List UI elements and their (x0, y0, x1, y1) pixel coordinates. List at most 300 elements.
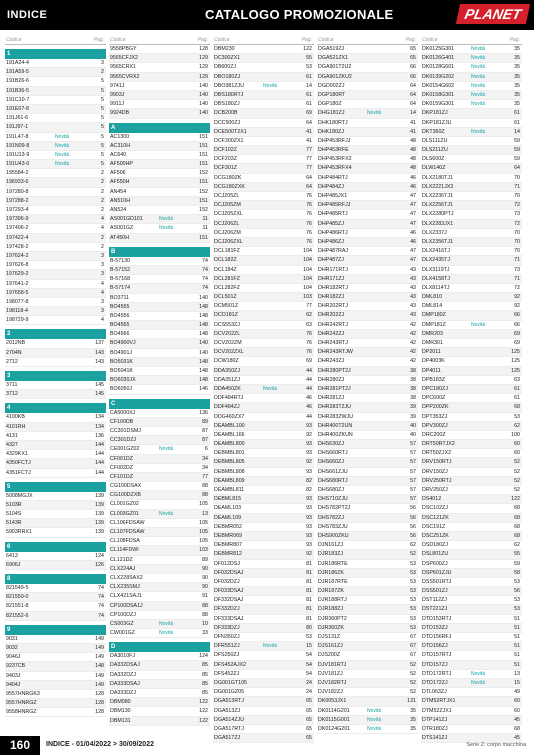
index-row (421, 541, 522, 550)
index-row (5, 708, 106, 717)
index-row (213, 367, 314, 376)
page-ref: 56 (410, 532, 416, 539)
product-code: DTM52ZJX1 (422, 707, 452, 714)
index-row (317, 256, 418, 265)
index-row (5, 87, 106, 96)
new-badge: Novità (55, 161, 70, 168)
product-code: CC301DSMJ (110, 427, 141, 434)
product-code: 4350FCTJ (6, 460, 31, 467)
index-row (317, 532, 418, 541)
page-ref: 80 (306, 624, 312, 631)
index-row (213, 523, 314, 532)
page-ref: 45 (514, 716, 520, 723)
page-ref: 152 (199, 207, 208, 213)
page-ref: 52 (410, 670, 416, 677)
index-row (421, 63, 522, 72)
index-row (317, 413, 418, 422)
product-code: DCW180Z (214, 358, 239, 365)
product-code: DHS680ZJ (318, 487, 344, 493)
product-code: DHP487RAJ (318, 248, 349, 255)
index-row (213, 54, 314, 63)
page-ref: 81 (306, 560, 312, 567)
product-code: DTD156RFJ (422, 634, 452, 640)
page-ref: 46 (410, 183, 416, 190)
page-ref: 10 (202, 620, 208, 627)
product-code: DF033DSAJ (214, 588, 244, 595)
product-code: CLX224AJ (110, 565, 136, 572)
product-code: DLX2416TJ (422, 248, 450, 255)
page-ref: 63 (306, 321, 312, 328)
page-ref: 42 (410, 349, 416, 356)
page-ref: 76 (306, 340, 312, 346)
index-row (213, 449, 314, 458)
column-header-page: Pag. (301, 37, 312, 43)
index-row (317, 725, 418, 734)
page-ref: 148 (199, 312, 208, 319)
page-ref: 105 (199, 538, 208, 545)
product-code: DRV250ZJ (422, 487, 448, 493)
product-code: DCG180ZK (214, 174, 242, 181)
product-code: DP2011 (422, 349, 441, 356)
index-row (5, 492, 106, 501)
new-badge: Novità (471, 670, 486, 677)
index-row (317, 403, 418, 412)
product-code: CL106FDSAW (110, 519, 145, 526)
product-code: DFS452AJX2 (214, 661, 247, 668)
page-ref: 44 (306, 376, 312, 383)
index-row (109, 661, 210, 670)
index-row (5, 612, 106, 621)
index-row (213, 183, 314, 192)
index-row (5, 635, 106, 644)
product-code: DHP485RTJ (318, 211, 348, 218)
page-ref: 53 (410, 624, 416, 631)
product-code: DFR551ZJ (214, 643, 240, 650)
index-row (317, 302, 418, 311)
index-row (421, 495, 522, 504)
index-row (317, 275, 418, 284)
index-row (421, 560, 522, 569)
page-ref: 148 (199, 322, 208, 329)
product-code: DKT360Z (422, 128, 445, 135)
product-code: DEBMR069 (214, 532, 242, 539)
page-ref: 65 (306, 735, 312, 742)
product-code: 9924DB (110, 110, 130, 117)
page-ref: 46 (306, 395, 312, 402)
product-code: DEAMBL809 (214, 477, 245, 484)
page-ref: 47 (410, 248, 416, 255)
page-ref: 11 (202, 225, 208, 232)
index-row (5, 59, 106, 68)
product-code: DJS131Z (318, 634, 341, 640)
new-badge: Novità (471, 64, 486, 71)
product-code: CF101DZ (110, 473, 133, 480)
product-code: BO4555 (110, 303, 130, 310)
page-ref: 5 (101, 151, 104, 158)
page-ref: 35 (514, 46, 520, 52)
index-row (213, 661, 314, 670)
index-row (421, 477, 522, 486)
page-ref: 64 (306, 183, 312, 190)
index-row (109, 206, 210, 215)
index-row (421, 707, 522, 716)
index-column (5, 33, 106, 717)
page-ref: 66 (410, 73, 416, 80)
index-row (213, 413, 314, 422)
page-ref: 4 (101, 280, 104, 287)
index-row (421, 605, 522, 614)
page-ref: 56 (410, 505, 416, 512)
page-ref: 151 (199, 133, 208, 140)
column-header-page: Pag. (197, 37, 208, 43)
page-ref: 5 (101, 96, 104, 103)
index-row (421, 183, 522, 192)
product-code: DCV202ZXL (214, 349, 244, 356)
product-code: DCF300ZX1 (214, 137, 244, 144)
page-ref: 92 (306, 551, 312, 558)
index-row (317, 164, 418, 173)
section-header: 8 (5, 574, 106, 584)
product-code: DK0158G301 (422, 91, 455, 98)
section-header: 1 (5, 49, 106, 59)
page-ref: 68 (514, 514, 520, 521)
product-code: 3712 (6, 391, 18, 398)
product-code: DEAML103 (214, 505, 242, 512)
product-code: DEBMBL801 (214, 450, 245, 457)
index-row (421, 385, 522, 394)
index-row (213, 109, 314, 118)
page-ref: 143 (95, 349, 104, 356)
index-row (109, 151, 210, 160)
page-ref: 5 (101, 142, 104, 149)
product-code: DGP180RT (318, 91, 346, 98)
new-badge: Novità (367, 716, 382, 723)
page-ref: 60 (514, 707, 520, 714)
page-ref: 64 (410, 82, 416, 89)
product-code: DF333DSAJ (214, 615, 244, 622)
page-ref: 62 (306, 312, 312, 319)
product-code: 9032 (6, 644, 18, 651)
index-row (5, 252, 106, 261)
product-code: DHS782PT2J (318, 505, 351, 512)
page-ref: 140 (199, 294, 208, 301)
product-code: CE001GZ02 (110, 446, 140, 453)
index-row (213, 688, 314, 697)
index-row (317, 128, 418, 137)
page-ref: 69 (514, 330, 520, 337)
product-code: DGA514ZJU (214, 716, 245, 723)
index-row (317, 330, 418, 339)
product-code: DCL181FZ (214, 248, 240, 255)
page-ref: 85 (202, 690, 208, 696)
index-row (317, 155, 418, 164)
page-ref: 136 (95, 432, 104, 439)
page-ref: 136 (199, 409, 208, 416)
page-ref: 5 (101, 105, 104, 112)
index-row (213, 468, 314, 477)
index-row (109, 491, 210, 500)
product-code: DEBMBL808 (214, 468, 245, 475)
product-code: DJR187ZK (318, 588, 344, 595)
page-ref: 59 (514, 560, 520, 567)
page-ref: 152 (199, 170, 208, 177)
index-row (317, 82, 418, 91)
index-row (317, 569, 418, 578)
product-code: DFS452ZJ (214, 670, 240, 677)
index-row (421, 284, 522, 293)
index-row (109, 671, 210, 680)
product-code: DHR280ZJ (318, 376, 345, 383)
page-ref: 51 (514, 643, 520, 650)
product-code: DDF484RTJ (214, 395, 244, 402)
page-ref: 92 (306, 431, 312, 438)
index-row (109, 330, 210, 339)
page-ref: 52 (514, 459, 520, 466)
index-row (109, 275, 210, 284)
product-code: DCF203Z (214, 156, 237, 163)
index-row (213, 587, 314, 596)
index-row (213, 633, 314, 642)
page-ref: 59 (514, 137, 520, 144)
index-column (109, 33, 210, 726)
index-row (109, 464, 210, 473)
page-ref: 72 (514, 284, 520, 291)
index-row (109, 45, 210, 54)
product-code: DJV181ZJ (318, 670, 343, 677)
index-row (317, 587, 418, 596)
index-row (213, 596, 314, 605)
index-row (317, 422, 418, 431)
index-row (5, 243, 106, 252)
index-row (213, 624, 314, 633)
new-badge: Novità (471, 55, 486, 62)
product-code: DG001GZ05 (214, 689, 245, 696)
index-row (5, 339, 106, 348)
product-code: DTR180ZJ (422, 725, 448, 732)
page-ref: 44 (306, 385, 312, 392)
product-code: BO4901J (110, 349, 133, 356)
product-code: DA3010FJ (110, 653, 136, 660)
index-row (317, 449, 418, 458)
new-badge: Novità (159, 630, 174, 637)
index-row (5, 133, 106, 142)
page-ref: 148 (199, 331, 208, 338)
index-row (317, 183, 418, 192)
product-code: 191J61-6 (6, 115, 29, 122)
product-code: DLX2280PTJ (422, 211, 454, 218)
product-code: DFN350ZJ (214, 634, 240, 640)
product-code: DMP181Z (422, 321, 446, 328)
page-ref: 57 (410, 450, 416, 457)
product-code: DCJ205ZM (214, 202, 241, 209)
product-code: DTD157RTJ (422, 652, 452, 659)
product-code: DHR202ZJ (318, 312, 345, 319)
product-code: 197406-2 (6, 225, 29, 232)
index-row (421, 394, 522, 403)
index-row (213, 119, 314, 128)
product-code: 4101RH (6, 423, 26, 430)
index-row (5, 96, 106, 105)
index-row (213, 311, 314, 320)
product-code: DJV182ZJ (318, 689, 343, 696)
product-code: DSS501RTJ (422, 578, 452, 585)
product-code: DBM080 (110, 699, 131, 706)
index-row (421, 311, 522, 320)
index-row (317, 670, 418, 679)
index-row (109, 537, 210, 546)
product-code: DCM501Z (214, 303, 239, 310)
index-row (5, 105, 106, 114)
page-ref: 65 (410, 46, 416, 52)
page-ref: 52 (514, 477, 520, 484)
product-code: 191N09-8 (6, 142, 30, 149)
product-code: DK0053JX1 (318, 698, 347, 705)
product-code: DHR182ZJ (318, 294, 345, 301)
product-code: DRV250RTJ (422, 477, 452, 484)
index-row (421, 109, 522, 118)
page-ref: 93 (306, 505, 312, 512)
index-row (213, 284, 314, 293)
index-row (5, 142, 106, 151)
page-ref: 48 (410, 137, 416, 144)
index-row (421, 357, 522, 366)
index-row (213, 394, 314, 403)
page-ref: 47 (410, 193, 416, 199)
page-ref: 103 (199, 547, 208, 554)
index-row (317, 376, 418, 385)
page-ref: 70 (514, 193, 520, 199)
index-row (421, 449, 522, 458)
index-row (317, 642, 418, 651)
product-code: DBS180RTJ (214, 91, 244, 98)
page-ref: 35 (514, 82, 520, 89)
product-code: DDA350ZJ (214, 367, 240, 374)
page-ref: 72 (514, 202, 520, 209)
page-ref: 134 (95, 414, 104, 421)
product-code: DRC200Z (422, 431, 446, 438)
index-row (317, 486, 418, 495)
page-ref: 65 (306, 698, 312, 705)
page-ref: 89 (202, 418, 208, 425)
product-code: AN454 (110, 188, 127, 195)
page-ref: 59 (514, 147, 520, 154)
index-row (5, 584, 106, 593)
page-ref: 129 (199, 55, 208, 62)
index-row (213, 679, 314, 688)
product-code: DBO180ZJ (214, 73, 241, 80)
page-ref: 92 (514, 294, 520, 301)
product-code: 191E07-8 (6, 105, 29, 112)
product-code: 196933-6 (6, 179, 29, 186)
column-header-page: Pag. (93, 37, 104, 43)
index-row (109, 349, 210, 358)
index-row (421, 100, 522, 109)
page-ref: 151 (199, 142, 208, 149)
product-code: 198118-4 (6, 308, 28, 315)
page-ref: 53 (306, 634, 312, 640)
page-ref: 74 (202, 285, 208, 292)
product-code: DCJ205ZXL (214, 211, 243, 218)
page-ref: 149 (95, 644, 104, 651)
index-row (109, 257, 210, 266)
page-ref: 52 (410, 679, 416, 686)
page-ref: 151 (199, 161, 208, 168)
product-code: DHS661ZJU (318, 468, 348, 475)
index-row (421, 376, 522, 385)
page-ref: 56 (410, 514, 416, 521)
product-code: DHP485JX1 (318, 193, 348, 199)
page-ref: 41 (410, 119, 416, 126)
index-row (213, 201, 314, 210)
product-code: DHP453RFX4 (318, 165, 352, 172)
index-row (109, 717, 210, 726)
product-code: CL001GZ02 (110, 501, 139, 508)
index-row (5, 441, 106, 450)
index-row (213, 403, 314, 412)
index-row (213, 256, 314, 265)
index-row (317, 54, 418, 63)
page-ref: 2 (101, 234, 104, 241)
index-row (109, 294, 210, 303)
index-row (317, 468, 418, 477)
index-row (317, 367, 418, 376)
page-ref: 15 (306, 643, 312, 650)
page-ref: 72 (514, 220, 520, 227)
index-row (5, 423, 106, 432)
page-ref: 47 (410, 202, 416, 209)
product-code: 2012NB (6, 340, 26, 347)
index-row (317, 385, 418, 394)
page-ref: 46 (410, 229, 416, 236)
product-code: 4329KX1 (6, 451, 28, 458)
page-ref: 144 (95, 460, 104, 467)
index-row (317, 504, 418, 513)
page-ref: 88 (202, 602, 208, 609)
page-ref: 70 (514, 174, 520, 181)
page-ref: 125 (511, 349, 520, 356)
page-ref: 42 (410, 330, 416, 337)
product-code: DHR243RTJW (318, 349, 353, 356)
page-ref: 70 (514, 238, 520, 245)
column-header-code: Codice (6, 37, 22, 43)
product-code: CS003GZ (110, 620, 134, 627)
page-ref: 74 (202, 276, 208, 283)
product-code: 9403J (6, 672, 21, 679)
page-ref: 39 (410, 413, 416, 420)
index-row (109, 63, 210, 72)
page-ref: 76 (306, 330, 312, 337)
index-row (421, 679, 522, 688)
product-code: 3711 (6, 382, 18, 388)
index-row (213, 615, 314, 624)
product-code: DHP485ZJ (318, 220, 344, 227)
product-code: DEAMBL800 (214, 441, 245, 448)
page-ref: 68 (514, 523, 520, 530)
index-row (5, 188, 106, 197)
index-row (317, 348, 418, 357)
product-code: DPV300ZJ (422, 422, 448, 429)
index-row (5, 215, 106, 224)
page-ref: 70 (514, 229, 520, 236)
page-ref: 74 (98, 612, 104, 619)
index-row (5, 510, 106, 519)
page-ref: 2 (101, 188, 104, 195)
page-ref: 43 (410, 303, 416, 310)
index-row (213, 642, 314, 651)
index-row (421, 238, 522, 247)
product-code: DHP485RFJJ (318, 202, 351, 209)
product-code: 198729-9 (6, 317, 29, 324)
